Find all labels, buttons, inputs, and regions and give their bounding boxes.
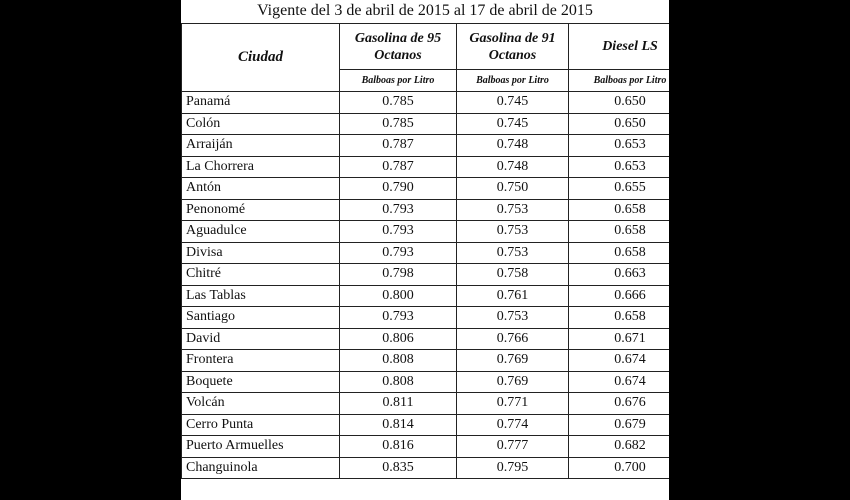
city-cell: Colón — [182, 113, 340, 135]
unit-diesel: Balboas por Litro — [569, 70, 670, 92]
gasoline-91-cell: 0.748 — [457, 156, 569, 178]
table-row — [182, 264, 670, 286]
diesel-cell: 0.653 — [569, 156, 670, 178]
gasoline-95-cell: 0.793 — [340, 221, 457, 243]
table-row — [182, 135, 670, 157]
gasoline-91-cell: 0.748 — [457, 135, 569, 157]
diesel-cell: 0.682 — [569, 436, 670, 458]
gasoline-95-cell: 0.793 — [340, 307, 457, 329]
table-row — [182, 199, 670, 221]
gasoline-95-cell: 0.835 — [340, 457, 457, 479]
header-gasoline-91: Gasolina de 91 Octanos — [457, 24, 569, 70]
table-row — [182, 178, 670, 200]
diesel-cell: 0.658 — [569, 199, 670, 221]
table-row — [182, 156, 670, 178]
table-row — [182, 350, 670, 372]
city-cell: Divisa — [182, 242, 340, 264]
gasoline-95-cell: 0.793 — [340, 242, 457, 264]
gasoline-91-cell: 0.745 — [457, 113, 569, 135]
gasoline-91-cell: 0.774 — [457, 414, 569, 436]
table-row — [182, 285, 670, 307]
diesel-cell: 0.666 — [569, 285, 670, 307]
header-diesel: Diesel LS — [569, 24, 670, 70]
city-cell: David — [182, 328, 340, 350]
gasoline-91-cell: 0.758 — [457, 264, 569, 286]
gasoline-91-cell: 0.766 — [457, 328, 569, 350]
city-cell: Puerto Armuelles — [182, 436, 340, 458]
gasoline-91-cell: 0.753 — [457, 221, 569, 243]
diesel-cell: 0.671 — [569, 328, 670, 350]
gasoline-91-cell: 0.761 — [457, 285, 569, 307]
city-cell: Volcán — [182, 393, 340, 415]
gasoline-91-cell: 0.777 — [457, 436, 569, 458]
city-cell: Chitré — [182, 264, 340, 286]
gasoline-95-cell: 0.806 — [340, 328, 457, 350]
gasoline-95-cell: 0.811 — [340, 393, 457, 415]
diesel-cell: 0.650 — [569, 92, 670, 114]
city-cell: Arraiján — [182, 135, 340, 157]
header-city: Ciudad — [182, 24, 340, 92]
city-cell: Cerro Punta — [182, 414, 340, 436]
gasoline-91-cell: 0.753 — [457, 307, 569, 329]
gasoline-91-cell: 0.771 — [457, 393, 569, 415]
gasoline-95-cell: 0.816 — [340, 436, 457, 458]
diesel-cell: 0.674 — [569, 350, 670, 372]
gasoline-95-cell: 0.790 — [340, 178, 457, 200]
city-cell: Changuinola — [182, 457, 340, 479]
gasoline-95-cell: 0.787 — [340, 156, 457, 178]
table-row — [182, 221, 670, 243]
gasoline-95-cell: 0.808 — [340, 371, 457, 393]
city-cell: Boquete — [182, 371, 340, 393]
gasoline-95-cell: 0.787 — [340, 135, 457, 157]
table-row — [182, 414, 670, 436]
gasoline-95-cell: 0.798 — [340, 264, 457, 286]
diesel-cell: 0.658 — [569, 221, 670, 243]
diesel-cell: 0.700 — [569, 457, 670, 479]
diesel-cell: 0.655 — [569, 178, 670, 200]
diesel-cell: 0.658 — [569, 242, 670, 264]
table-row — [182, 328, 670, 350]
city-cell: Aguadulce — [182, 221, 340, 243]
table-row — [182, 113, 670, 135]
gasoline-91-cell: 0.745 — [457, 92, 569, 114]
table-row — [182, 307, 670, 329]
fuel-price-table — [181, 23, 669, 479]
table-row — [182, 242, 670, 264]
diesel-cell: 0.658 — [569, 307, 670, 329]
city-cell: Panamá — [182, 92, 340, 114]
diesel-cell: 0.674 — [569, 371, 670, 393]
diesel-cell: 0.676 — [569, 393, 670, 415]
city-cell: Penonomé — [182, 199, 340, 221]
city-cell: La Chorrera — [182, 156, 340, 178]
gasoline-95-cell: 0.785 — [340, 92, 457, 114]
table-row — [182, 371, 670, 393]
gasoline-91-cell: 0.750 — [457, 178, 569, 200]
gasoline-95-cell: 0.793 — [340, 199, 457, 221]
city-cell: Frontera — [182, 350, 340, 372]
diesel-cell: 0.650 — [569, 113, 670, 135]
table-row — [182, 436, 670, 458]
validity-title: Vigente del 3 de abril de 2015 al 17 de abril de 2015 — [257, 2, 593, 19]
unit-gasoline-95: Balboas por Litro — [340, 70, 457, 92]
city-cell: Las Tablas — [182, 285, 340, 307]
gasoline-95-cell: 0.800 — [340, 285, 457, 307]
city-cell: Santiago — [182, 307, 340, 329]
diesel-cell: 0.653 — [569, 135, 670, 157]
table-row — [182, 393, 670, 415]
gasoline-95-cell: 0.814 — [340, 414, 457, 436]
unit-gasoline-91: Balboas por Litro — [457, 70, 569, 92]
gasoline-91-cell: 0.753 — [457, 199, 569, 221]
gasoline-95-cell: 0.808 — [340, 350, 457, 372]
table-row — [182, 92, 670, 114]
gasoline-91-cell: 0.753 — [457, 242, 569, 264]
gasoline-91-cell: 0.769 — [457, 371, 569, 393]
diesel-cell: 0.679 — [569, 414, 670, 436]
diesel-cell: 0.663 — [569, 264, 670, 286]
gasoline-91-cell: 0.795 — [457, 457, 569, 479]
gasoline-95-cell: 0.785 — [340, 113, 457, 135]
gasoline-91-cell: 0.769 — [457, 350, 569, 372]
table-row — [182, 457, 670, 479]
document-page — [181, 0, 669, 500]
city-cell: Antón — [182, 178, 340, 200]
header-gasoline-95: Gasolina de 95 Octanos — [340, 24, 457, 70]
